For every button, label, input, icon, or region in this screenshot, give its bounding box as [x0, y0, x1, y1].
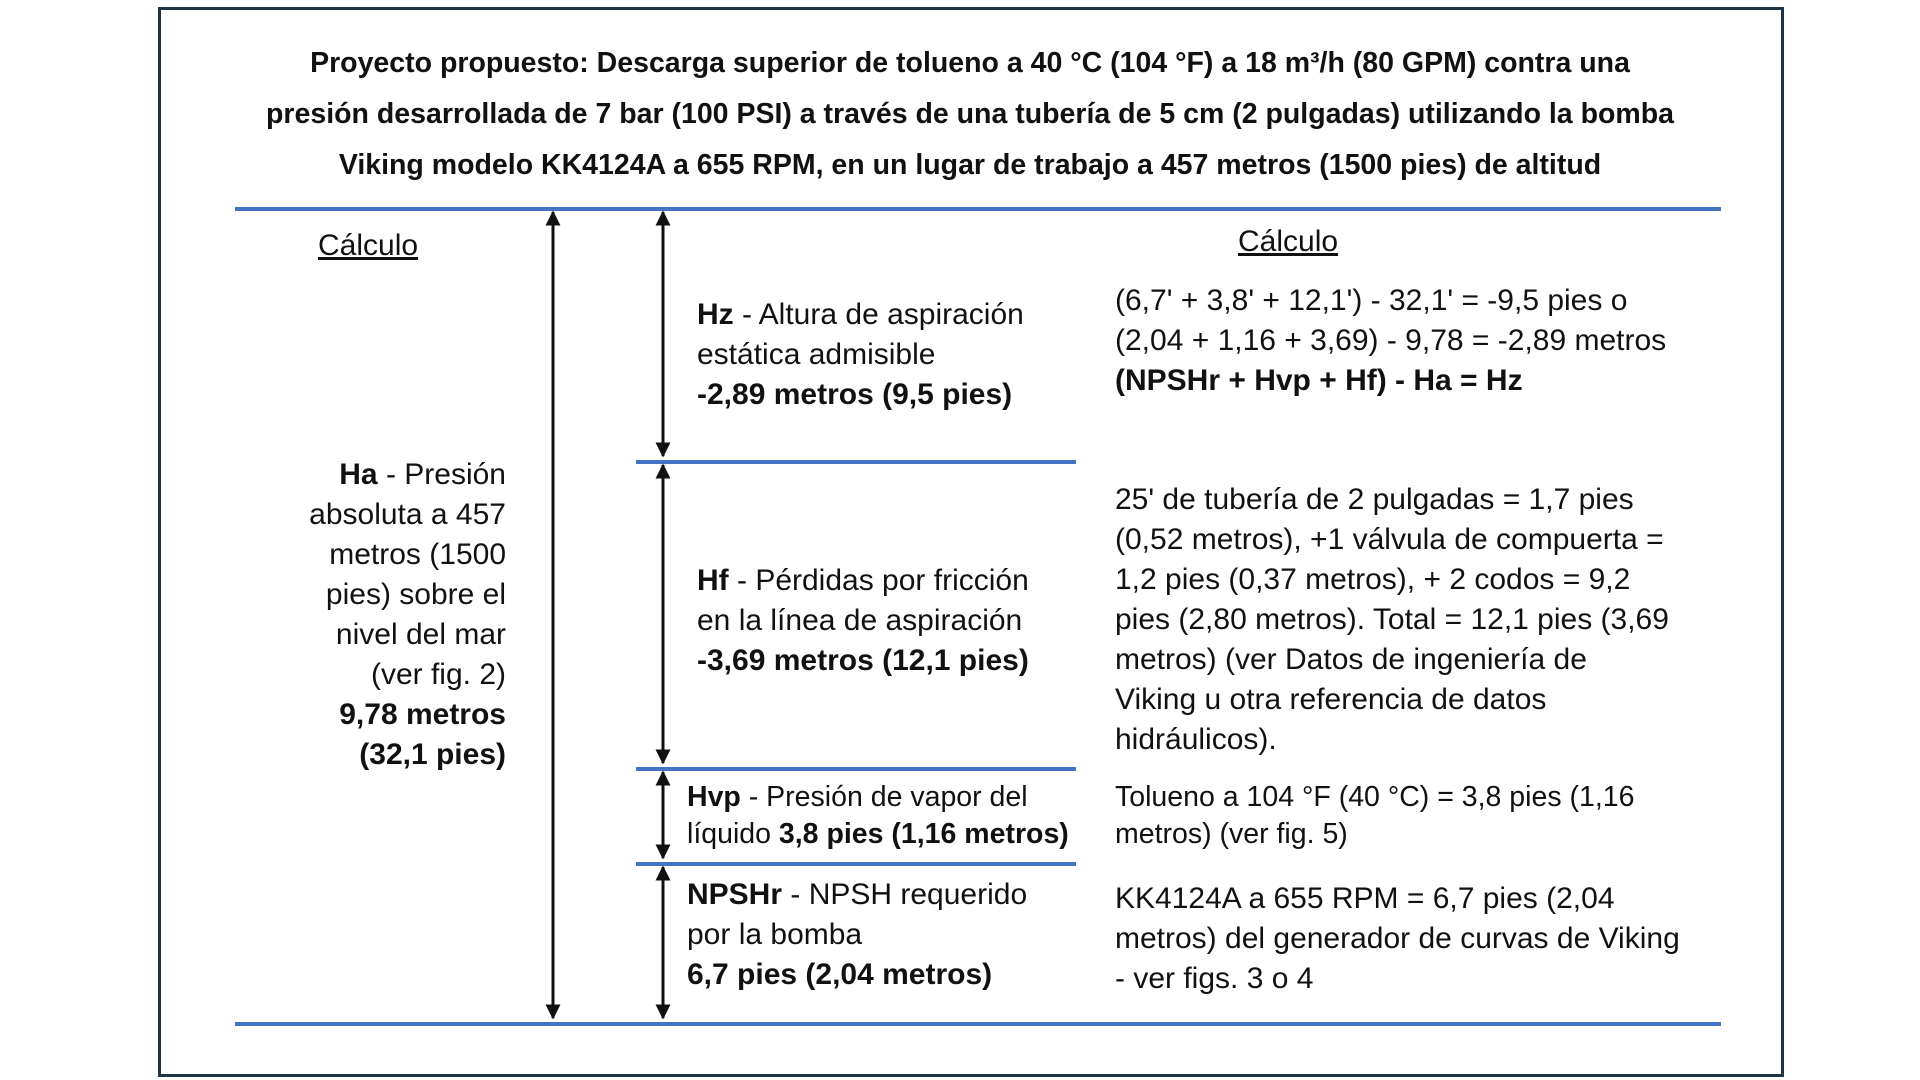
right-heading: Cálculo — [1238, 225, 1339, 258]
ha-symbol: Ha — [339, 458, 378, 491]
ha-value-1: 9,78 metros — [339, 698, 506, 731]
hvp-symbol: Hvp — [687, 781, 741, 813]
ha-desc-4: pies) sobre el — [325, 578, 506, 611]
npshr-label — [687, 875, 1027, 995]
hz-symbol: Hz — [697, 298, 734, 331]
hf-calc-5: metros) (ver Datos de ingeniería de — [1115, 643, 1587, 676]
npshr-calc-2: metros) del generador de curvas de Viking — [1115, 922, 1680, 955]
hf-calc-3: 1,2 pies (0,37 metros), + 2 codos = 9,2 — [1115, 563, 1631, 596]
hvp-calculation — [1115, 779, 1634, 853]
hvp-calc-1: Tolueno a 104 °F (40 °C) = 3,8 pies (1,16 — [1115, 781, 1635, 813]
hf-desc-2: en la línea de aspiración — [697, 604, 1023, 637]
ha-desc-2: absoluta a 457 — [309, 498, 506, 531]
hf-calc-6: Viking u otra referencia de datos — [1115, 683, 1547, 716]
ha-desc-3: metros (1500 — [329, 538, 506, 571]
ha-desc-5: nivel del mar — [335, 618, 506, 651]
hz-desc-1: - Altura de aspiración — [733, 298, 1024, 331]
hz-calc-1: (6,7' + 3,8' + 12,1') - 32,1' = -9,5 pies o — [1115, 284, 1628, 317]
npshr-symbol: NPSHr — [687, 878, 783, 911]
npshr-value: 6,7 pies (2,04 metros) — [687, 958, 993, 991]
hf-desc-1: - Pérdidas por fricción — [728, 564, 1029, 597]
hf-calculation — [1115, 480, 1669, 760]
hvp-label — [687, 779, 1069, 853]
hf-label — [697, 561, 1029, 681]
hf-calc-7: hidráulicos). — [1115, 723, 1277, 756]
ha-block — [250, 455, 506, 775]
hz-value: -2,89 metros (9,5 pies) — [697, 378, 1013, 411]
npshr-desc-2: por la bomba — [687, 918, 863, 951]
npshr-calculation — [1115, 879, 1680, 999]
hvp-desc-1: - Presión de vapor del — [740, 781, 1028, 813]
hvp-calc-2: metros) (ver fig. 5) — [1115, 818, 1348, 850]
hz-desc-2: estática admisible — [697, 338, 936, 371]
hf-calc-1: 25' de tubería de 2 pulgadas = 1,7 pies — [1115, 483, 1634, 516]
npshr-desc-1: - NPSH requerido — [782, 878, 1028, 911]
hf-calc-2: (0,52 metros), +1 válvula de compuerta = — [1115, 523, 1664, 556]
hvp-desc-2: líquido — [687, 818, 779, 850]
npshr-calc-1: KK4124A a 655 RPM = 6,7 pies (2,04 — [1115, 882, 1615, 915]
title-line-3: Viking modelo KK4124A a 655 RPM, en un lugar de trabajo a 457 metros (1500 pies) de altitud — [338, 149, 1602, 181]
title-line-2: presión desarrollada de 7 bar (100 PSI) a través de una tubería de 5 cm (2 pulgadas) utilizando la bomba — [266, 98, 1674, 130]
hz-calc-2: (2,04 + 1,16 + 3,69) - 9,78 = -2,89 metros — [1115, 324, 1667, 357]
ha-desc-6: (ver fig. 2) — [370, 658, 506, 691]
hf-calc-4: pies (2,80 metros). Total = 12,1 pies (3,69 — [1115, 603, 1669, 636]
hz-formula: (NPSHr + Hvp + Hf) - Ha = Hz — [1115, 364, 1523, 397]
npshr-calc-3: - ver figs. 3 o 4 — [1115, 962, 1314, 995]
ha-value-2: (32,1 pies) — [359, 738, 506, 771]
ha-desc-1: - Presión — [377, 458, 506, 491]
hf-value: -3,69 metros (12,1 pies) — [697, 644, 1029, 677]
hf-symbol: Hf — [697, 564, 729, 597]
hvp-value: 3,8 pies (1,16 metros) — [778, 818, 1069, 850]
hz-label — [697, 295, 1024, 415]
title-line-1: Proyecto propuesto: Descarga superior de tolueno a 40 °C (104 °F) a 18 m³/h (80 GPM) contra una — [310, 47, 1630, 79]
hz-calculation — [1115, 281, 1666, 401]
left-heading: Cálculo — [318, 229, 419, 262]
